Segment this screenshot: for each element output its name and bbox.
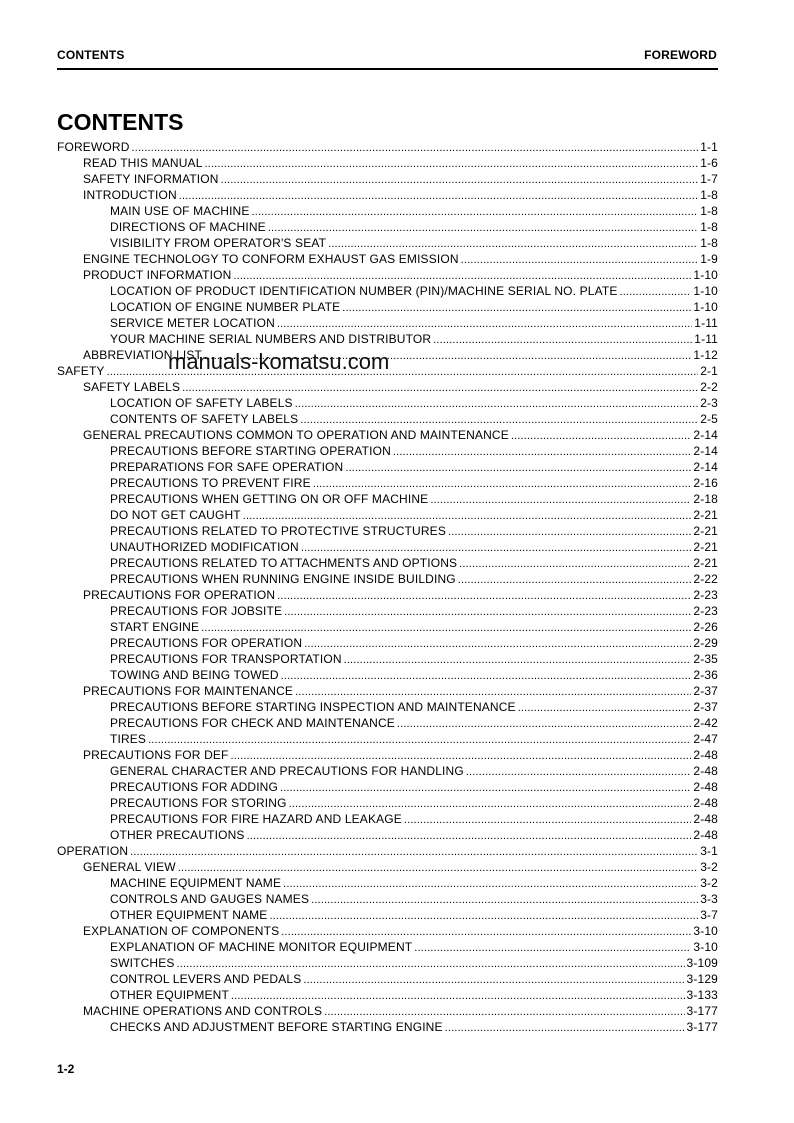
toc-entry-page: 1-6	[700, 156, 718, 170]
toc-entry-page: 2-22	[693, 572, 718, 586]
toc-entry-page: 2-3	[700, 396, 718, 410]
toc-entry-title: PRECAUTIONS FOR MAINTENANCE	[83, 684, 294, 698]
toc-entry-page: 3-2	[700, 876, 718, 890]
toc-entry[interactable]	[57, 731, 718, 747]
toc-entry[interactable]	[57, 171, 718, 187]
toc-entry-page: 2-37	[693, 684, 718, 698]
dot-leader	[430, 492, 691, 508]
dot-leader	[313, 476, 692, 492]
toc-entry-page: 3-133	[686, 988, 718, 1002]
toc-entry-title: PRECAUTIONS WHEN GETTING ON OR OFF MACHINE	[110, 492, 429, 506]
toc-entry-title: UNAUTHORIZED MODIFICATION	[110, 540, 299, 554]
toc-entry-title: INTRODUCTION	[83, 188, 177, 202]
toc-entry-title: OPERATION	[57, 844, 129, 858]
toc-entry-title: MACHINE EQUIPMENT NAME	[110, 876, 282, 890]
toc-entry[interactable]	[57, 827, 718, 843]
dot-leader	[280, 780, 691, 796]
toc-entry-title: TOWING AND BEING TOWED	[110, 668, 279, 682]
toc-entry[interactable]	[57, 923, 718, 939]
toc-entry-page: 2-18	[693, 492, 718, 506]
toc-entry-page: 3-7	[700, 908, 718, 922]
dot-leader	[414, 940, 691, 956]
toc-entry[interactable]	[57, 987, 718, 1003]
toc-entry-page: 1-8	[700, 220, 718, 234]
toc-entry-title: GENERAL VIEW	[83, 860, 176, 874]
toc-entry-page: 3-177	[686, 1020, 718, 1034]
dot-leader	[148, 732, 691, 748]
dot-leader	[301, 540, 692, 556]
toc-entry-page: 2-47	[693, 732, 718, 746]
toc-entry-title: LOCATION OF PRODUCT IDENTIFICATION NUMBER (PIN)/MACHINE SERIAL NO. PLATE	[110, 284, 618, 298]
toc-entry-title: PRECAUTIONS FOR TRANSPORTATION	[110, 652, 342, 666]
toc-entry[interactable]	[57, 907, 718, 923]
dot-leader	[205, 156, 699, 172]
toc-entry-page: 2-14	[693, 444, 718, 458]
dot-leader	[397, 716, 691, 732]
toc-entry-page: 2-37	[693, 700, 718, 714]
toc-entry[interactable]	[57, 971, 718, 987]
toc-entry-title: OTHER EQUIPMENT	[110, 988, 229, 1002]
toc-entry-page: 3-129	[686, 972, 718, 986]
dot-leader	[458, 572, 692, 588]
header-rule	[57, 68, 718, 70]
toc-entry-title: SWITCHES	[110, 956, 175, 970]
dot-leader	[132, 140, 699, 156]
toc-entry-page: 3-109	[686, 956, 718, 970]
toc-entry[interactable]	[57, 459, 718, 475]
toc-entry-title: PRECAUTIONS FOR OPERATION	[110, 636, 303, 650]
toc-entry[interactable]	[57, 395, 718, 411]
toc-entry-page: 1-10	[693, 268, 718, 282]
toc-entry[interactable]	[57, 555, 718, 571]
toc-entry-title: PRODUCT INFORMATION	[83, 268, 232, 282]
toc-entry-page: 2-23	[693, 604, 718, 618]
toc-entry-title: PRECAUTIONS BEFORE STARTING OPERATION	[110, 444, 391, 458]
dot-leader	[277, 588, 691, 604]
dot-leader	[393, 444, 691, 460]
toc-entry-page: 3-1	[700, 844, 718, 858]
toc-entry-title: SAFETY	[57, 364, 105, 378]
dot-leader	[247, 828, 692, 844]
dot-leader	[448, 524, 691, 540]
dot-leader	[345, 460, 691, 476]
toc-entry[interactable]	[57, 379, 718, 395]
running-header-left: CONTENTS	[57, 48, 125, 62]
toc-entry[interactable]	[57, 635, 718, 651]
toc-entry-title: SERVICE METER LOCATION	[110, 316, 275, 330]
toc-entry-title: PRECAUTIONS WHEN RUNNING ENGINE INSIDE BUILDING	[110, 572, 456, 586]
dot-leader	[252, 204, 699, 220]
toc-entry-page: 1-10	[693, 300, 718, 314]
page-title: CONTENTS	[57, 109, 184, 135]
dot-leader	[130, 844, 698, 860]
toc-entry-title: PREPARATIONS FOR SAFE OPERATION	[110, 460, 344, 474]
toc-entry-title: PRECAUTIONS FOR STORING	[110, 796, 287, 810]
toc-entry-page: 2-2	[700, 380, 718, 394]
toc-entry-title: PRECAUTIONS FOR FIRE HAZARD AND LEAKAGE	[110, 812, 402, 826]
toc-entry-page: 1-8	[700, 236, 718, 250]
toc-entry[interactable]	[57, 571, 718, 587]
toc-entry[interactable]	[57, 587, 718, 603]
toc-entry[interactable]	[57, 619, 718, 635]
dot-leader	[233, 268, 691, 284]
toc-entry-title: START ENGINE	[110, 620, 200, 634]
dot-leader	[295, 684, 691, 700]
toc-entry-title: MACHINE OPERATIONS AND CONTROLS	[83, 1004, 323, 1018]
toc-entry-page: 2-42	[693, 716, 718, 730]
toc-entry-page: 2-1	[700, 364, 718, 378]
toc-entry-title: GENERAL CHARACTER AND PRECAUTIONS FOR HANDLING	[110, 764, 464, 778]
toc-entry[interactable]	[57, 539, 718, 555]
dot-leader	[281, 924, 691, 940]
toc-entry-page: 2-48	[693, 828, 718, 842]
toc-entry-page: 2-21	[693, 540, 718, 554]
toc-entry[interactable]	[57, 219, 718, 235]
toc-entry-page: 2-5	[700, 412, 718, 426]
page-number: 1-2	[57, 1062, 75, 1076]
toc-entry-page: 2-21	[693, 508, 718, 522]
running-header-right: FOREWORD	[644, 48, 717, 62]
dot-leader	[295, 396, 699, 412]
toc-entry[interactable]	[57, 939, 718, 955]
toc-entry[interactable]	[57, 315, 718, 331]
toc-entry[interactable]	[57, 411, 718, 427]
toc-entry[interactable]	[57, 283, 718, 299]
toc-entry[interactable]	[57, 155, 718, 171]
toc-entry-title: PRECAUTIONS FOR OPERATION	[83, 588, 276, 602]
toc-entry[interactable]	[57, 683, 718, 699]
toc-entry-page: 2-21	[693, 556, 718, 570]
toc-entry-page: 1-8	[700, 204, 718, 218]
toc-entry-page: 2-48	[693, 796, 718, 810]
toc-entry[interactable]	[57, 843, 718, 859]
toc-entry-title: PRECAUTIONS FOR CHECK AND MAINTENANCE	[110, 716, 395, 730]
toc-entry-title: MAIN USE OF MACHINE	[110, 204, 250, 218]
toc-entry-page: 1-7	[700, 172, 718, 186]
toc-entry[interactable]	[57, 267, 718, 283]
toc-entry-page: 2-26	[693, 620, 718, 634]
dot-leader	[231, 748, 692, 764]
toc-entry-title: TIRES	[110, 732, 147, 746]
table-of-contents	[57, 139, 718, 1035]
toc-entry-title: CONTENTS OF SAFETY LABELS	[110, 412, 299, 426]
dot-leader	[277, 316, 692, 332]
dot-leader	[284, 604, 691, 620]
toc-entry-title: PRECAUTIONS FOR JOBSITE	[110, 604, 283, 618]
toc-entry[interactable]	[57, 1003, 718, 1019]
toc-entry-title: DIRECTIONS OF MACHINE	[110, 220, 266, 234]
dot-leader	[268, 220, 698, 236]
toc-entry-title: PRECAUTIONS FOR ADDING	[110, 780, 278, 794]
toc-entry[interactable]	[57, 139, 718, 155]
toc-entry[interactable]	[57, 523, 718, 539]
toc-entry[interactable]	[57, 763, 718, 779]
dot-leader	[461, 252, 699, 268]
dot-leader	[404, 812, 691, 828]
toc-entry-page: 1-11	[694, 332, 718, 346]
toc-entry-title: ABBREVIATION LIST	[83, 348, 203, 362]
toc-entry-title: OTHER EQUIPMENT NAME	[110, 908, 268, 922]
toc-entry-page: 2-23	[693, 588, 718, 602]
toc-entry-page: 3-3	[700, 892, 718, 906]
toc-entry-title: LOCATION OF ENGINE NUMBER PLATE	[110, 300, 341, 314]
toc-entry-title: OTHER PRECAUTIONS	[110, 828, 245, 842]
dot-leader	[324, 1004, 684, 1020]
toc-entry-page: 1-10	[693, 284, 718, 298]
toc-entry-title: SAFETY LABELS	[83, 380, 181, 394]
toc-entry-title: PRECAUTIONS TO PREVENT FIRE	[110, 476, 311, 490]
toc-entry-page: 2-14	[693, 428, 718, 442]
dot-leader	[283, 876, 698, 892]
toc-entry-title: PRECAUTIONS RELATED TO ATTACHMENTS AND OPTIONS	[110, 556, 458, 570]
dot-leader	[269, 908, 698, 924]
toc-entry[interactable]	[57, 795, 718, 811]
dot-leader	[281, 668, 692, 684]
toc-entry-page: 2-48	[693, 812, 718, 826]
dot-leader	[342, 300, 691, 316]
toc-entry[interactable]	[57, 1019, 718, 1035]
toc-entry-page: 2-21	[693, 524, 718, 538]
toc-entry-page: 2-48	[693, 780, 718, 794]
toc-entry[interactable]	[57, 779, 718, 795]
toc-entry[interactable]	[57, 299, 718, 315]
toc-entry-page: 3-10	[693, 940, 718, 954]
toc-entry-page: 1-8	[700, 188, 718, 202]
dot-leader	[177, 956, 685, 972]
toc-entry[interactable]	[57, 251, 718, 267]
dot-leader	[344, 652, 692, 668]
dot-leader	[201, 620, 691, 636]
toc-entry[interactable]	[57, 891, 718, 907]
toc-entry-title: PRECAUTIONS RELATED TO PROTECTIVE STRUCTURES	[110, 524, 446, 538]
dot-leader	[221, 172, 699, 188]
toc-entry-title: YOUR MACHINE SERIAL NUMBERS AND DISTRIBUTOR	[110, 332, 432, 346]
toc-entry-title: CONTROL LEVERS AND PEDALS	[110, 972, 302, 986]
toc-entry-page: 2-14	[693, 460, 718, 474]
toc-entry[interactable]	[57, 331, 718, 347]
toc-entry[interactable]	[57, 811, 718, 827]
dot-leader	[620, 284, 692, 300]
toc-entry-title: ENGINE TECHNOLOGY TO CONFORM EXHAUST GAS EMISSION	[83, 252, 459, 266]
toc-entry[interactable]	[57, 875, 718, 891]
dot-leader	[289, 796, 692, 812]
toc-entry[interactable]	[57, 955, 718, 971]
toc-entry-title: LOCATION OF SAFETY LABELS	[110, 396, 293, 410]
toc-entry[interactable]	[57, 491, 718, 507]
toc-entry[interactable]	[57, 715, 718, 731]
toc-entry-title: GENERAL PRECAUTIONS COMMON TO OPERATION AND MAINTENANCE	[83, 428, 509, 442]
toc-entry[interactable]	[57, 747, 718, 763]
dot-leader	[182, 380, 698, 396]
toc-entry-title: DO NOT GET CAUGHT	[110, 508, 241, 522]
toc-entry-page: 1-12	[693, 348, 718, 362]
dot-leader	[328, 236, 698, 252]
dot-leader	[179, 188, 698, 204]
dot-leader	[304, 636, 691, 652]
dot-leader	[311, 892, 698, 908]
dot-leader	[445, 1020, 685, 1036]
toc-entry[interactable]	[57, 187, 718, 203]
toc-entry[interactable]	[57, 651, 718, 667]
toc-entry[interactable]	[57, 507, 718, 523]
toc-entry-page: 3-177	[686, 1004, 718, 1018]
toc-entry-page: 3-10	[693, 924, 718, 938]
dot-leader	[511, 428, 692, 444]
toc-entry-page: 1-11	[694, 316, 718, 330]
toc-entry[interactable]	[57, 443, 718, 459]
dot-leader	[459, 556, 691, 572]
dot-leader	[231, 988, 685, 1004]
dot-leader	[466, 764, 692, 780]
toc-entry-title: SAFETY INFORMATION	[83, 172, 219, 186]
toc-entry[interactable]	[57, 203, 718, 219]
toc-entry[interactable]	[57, 427, 718, 443]
dot-leader	[303, 972, 684, 988]
toc-entry[interactable]	[57, 859, 718, 875]
toc-entry-title: PRECAUTIONS FOR DEF	[83, 748, 229, 762]
toc-entry-page: 1-9	[700, 252, 718, 266]
dot-leader	[433, 332, 692, 348]
toc-entry-title: EXPLANATION OF MACHINE MONITOR EQUIPMENT	[110, 940, 413, 954]
toc-entry-page: 2-36	[693, 668, 718, 682]
dot-leader	[518, 700, 692, 716]
dot-leader	[178, 860, 698, 876]
toc-entry-title: PRECAUTIONS BEFORE STARTING INSPECTION AND MAINTENANCE	[110, 700, 516, 714]
toc-entry-page: 2-48	[693, 764, 718, 778]
dot-leader	[243, 508, 692, 524]
toc-entry[interactable]	[57, 603, 718, 619]
toc-entry-page: 1-1	[700, 140, 718, 154]
toc-entry-page: 3-2	[700, 860, 718, 874]
toc-entry[interactable]	[57, 667, 718, 683]
toc-entry-title: READ THIS MANUAL	[83, 156, 203, 170]
toc-entry-title: CHECKS AND ADJUSTMENT BEFORE STARTING ENGINE	[110, 1020, 443, 1034]
toc-entry[interactable]	[57, 475, 718, 491]
toc-entry-title: CONTROLS AND GAUGES NAMES	[110, 892, 310, 906]
dot-leader	[300, 412, 698, 428]
toc-entry-page: 2-48	[693, 748, 718, 762]
toc-entry-title: FOREWORD	[57, 140, 130, 154]
toc-entry-title: EXPLANATION OF COMPONENTS	[83, 924, 280, 938]
toc-entry[interactable]	[57, 235, 718, 251]
toc-entry-page: 2-16	[693, 476, 718, 490]
toc-entry-page: 2-35	[693, 652, 718, 666]
toc-entry-title: VISIBILITY FROM OPERATOR'S SEAT	[110, 236, 327, 250]
toc-entry[interactable]	[57, 699, 718, 715]
watermark-text: manuals-komatsu.com	[168, 349, 390, 374]
toc-entry-page: 2-29	[693, 636, 718, 650]
